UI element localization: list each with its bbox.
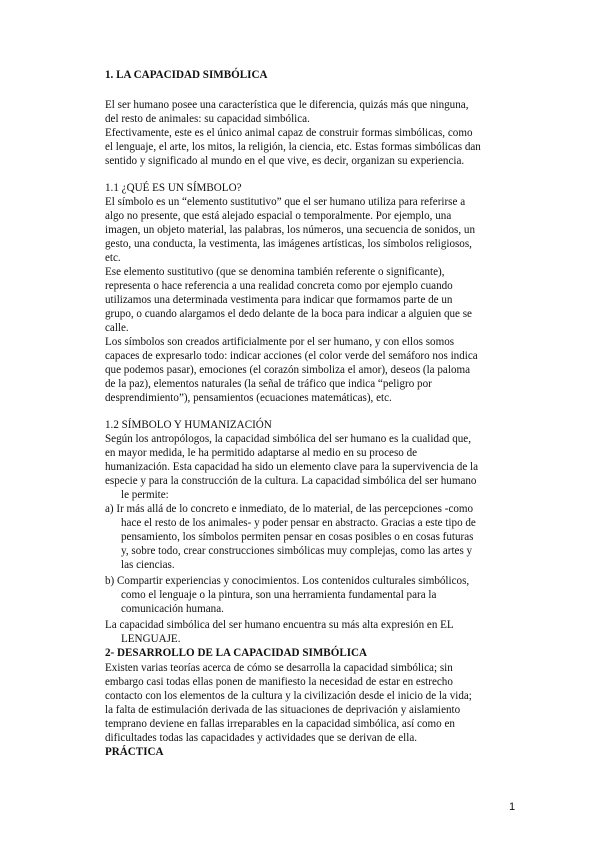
page-number: 1 <box>509 801 516 813</box>
text-line: LENGUAJE. <box>121 633 181 645</box>
text-line: humanización. Esta capacidad ha sido un elemento clave para la supervivencia de la <box>105 461 479 473</box>
text-line: comunicación humana. <box>121 603 224 615</box>
heading-2: 2- DESARROLLO DE LA CAPACIDAD SIMBÓLICA <box>105 647 368 659</box>
text-line: Según los antropólogos, la capacidad simbólica del ser humano es la cualidad que, <box>105 433 471 445</box>
text-line: desprendimiento”), pensamientos (ecuaciones matemáticas), etc. <box>105 392 392 404</box>
text-line: Ese elemento sustitutivo (que se denomina también referente o significante), <box>105 266 445 278</box>
text-line: en mayor medida, le ha permitido adaptarse al medio en su proceso de <box>105 447 418 459</box>
list-item-b: b) Compartir experiencias y conocimientos. Los contenidos culturales simbólicos, <box>105 575 470 587</box>
text-line: el lenguaje, el arte, los mitos, la religión, la ciencia, etc. Estas formas simbólicas dan <box>105 141 481 153</box>
text-line: Los símbolos son creados artificialmente por el ser humano, y con ellos somos <box>105 336 455 348</box>
text-line: y, sobre todo, crear construcciones simbólicas muy complejas, como las artes y <box>121 545 473 557</box>
text-line: capaces de expresarlo todo: indicar acciones (el color verde del semáforo nos indica <box>105 350 478 362</box>
text-line: utilizamos una determinada vestimenta para indicar que formamos parte de un <box>105 294 453 306</box>
text-line: imagen, un objeto material, las palabras, los números, una secuencia de sonidos, un <box>105 224 475 236</box>
text-line: embargo casi todas ellas ponen de manifiesto la necesidad de estar en estrecho <box>105 676 453 688</box>
subheading-1-1: 1.1 ¿QUÉ ES UN SÍMBOLO? <box>105 182 242 194</box>
text-line: le permite: <box>121 489 169 501</box>
text-line: especie y para la construcción de la cultura. La capacidad simbólica del ser humano <box>105 475 477 487</box>
list-item-a: a) Ir más allá de lo concreto e inmediato, de lo material, de las percepciones -como <box>105 503 474 515</box>
text-line: de la paz), elementos naturales (la señal de tráfico que indica “peligro por <box>105 378 432 390</box>
text-line: que podemos pasar), emociones (el corazón simboliza el amor), deseos (la paloma <box>105 364 471 376</box>
text-line: pensamiento, los símbolos permiten pensar en cosas posibles o en cosas futuras <box>121 531 474 543</box>
text-line: Efectivamente, este es el único animal capaz de construir formas simbólicas, como <box>105 127 473 139</box>
text-line: las ciencias. <box>121 559 175 571</box>
text-line: gesto, una conducta, la vestimenta, las imágenes artísticas, los símbolos religiosos, <box>105 238 472 250</box>
text-line: etc. <box>105 252 121 264</box>
text-line: El símbolo es un “elemento sustitutivo” que el ser humano utiliza para referirse a <box>105 196 466 208</box>
text-line: representa o hace referencia a una realidad concreta como por ejemplo cuando <box>105 280 453 292</box>
heading-1: 1. LA CAPACIDAD SIMBÓLICA <box>105 69 268 81</box>
text-line: calle. <box>105 322 129 334</box>
heading-practica: PRÁCTICA <box>105 746 164 758</box>
text-line: La capacidad simbólica del ser humano encuentra su más alta expresión en EL <box>105 619 454 631</box>
text-line: grupo, o cuando alargamos el dedo delante de la boca para indicar a alguien que se <box>105 308 472 320</box>
subheading-1-2: 1.2 SÍMBOLO Y HUMANIZACIÓN <box>105 419 272 431</box>
text-line: la falta de estimulación derivada de las situaciones de deprivación y aislamiento <box>105 704 461 716</box>
text-line: Existen varias teorías acerca de cómo se desarrolla la capacidad simbólica; sin <box>105 662 453 674</box>
text-line: sentido y significado al mundo en el que vive, es decir, organizan su experiencia. <box>105 155 465 167</box>
text-line: contacto con los elementos de la cultura y la civilización desde el inicio de la vida; <box>105 690 472 702</box>
text-line: hace el resto de los animales- y poder pensar en abstracto. Gracias a este tipo de <box>121 517 476 529</box>
text-line: dificultades todas las capacidades y actividades que se derivan de ella. <box>105 732 418 744</box>
text-line: como el lenguaje o la pintura, son una herramienta fundamental para la <box>121 589 437 601</box>
text-line: temprano deviene en fallas irreparables en la capacidad simbólica, así como en <box>105 718 455 730</box>
text-line: El ser humano posee una característica que le diferencia, quizás más que ninguna, <box>105 99 469 111</box>
text-line: del resto de animales: su capacidad simbólica. <box>105 113 310 125</box>
text-line: algo no presente, que está alejado espacial o temporalmente. Por ejemplo, una <box>105 210 452 222</box>
